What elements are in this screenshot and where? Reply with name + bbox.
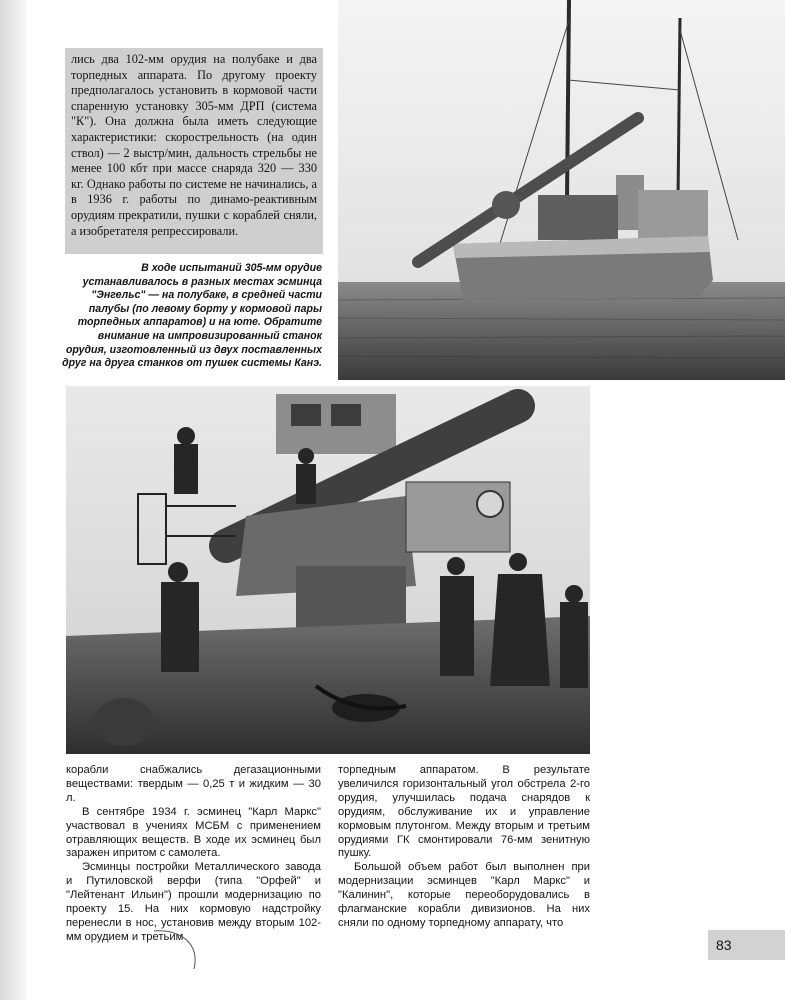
left-paragraph: В сентябре 1934 г. эсминец "Карл Маркс" участвовал в учениях МСБМ с применением отравляющих веществ. В ходе их эсминец был заражен ипритом с самолета. (66, 805, 321, 860)
photo-gun-on-deck (66, 386, 590, 754)
text-column-right (338, 764, 590, 931)
photo-caption: В ходе испытаний 305-мм орудие устанавливалось в разных местах эсминца "Энгельс" — на полубаке, в средней части палубы (по левому борту у кормовой пары торпедных аппаратов) и на юте. Обратите внимание на импровизированный станок орудия, изготовленный из двух поставленных друг на друга станков от пушек системы Канэ. (62, 262, 322, 370)
right-paragraph: Большой объем работ был выполнен при модернизации эсминцев "Карл Маркс" и "Калинин", которые переоборудовались в флагманские корабли дивизионов. На них сняли по одному торпедному аппарату, что (338, 861, 590, 929)
page-spine-shadow (0, 0, 26, 1000)
left-paragraph: Эсминцы постройки Металлического завода и Путиловской верфи (типа "Орфей" и "Лейтенант Ильин") прошли модернизацию по проекту 15. На них кормовую надстройку перенесли в нос, установив между вторым 102-мм орудием и третьим (66, 861, 321, 943)
photo-destroyer-at-sea (338, 0, 785, 380)
destroyer-at-sea-image (338, 0, 785, 380)
sidebar-text: лись два 102-мм орудия на полубаке и два торпедных аппарата. По другому проекту предполагалось установить в кормовой части спаренную установку 305-мм ДРП (система "К"). Она должна была иметь следующие характеристики: скорострельность (на один ствол) — 2 выстр/мин, дальность стрельбы не менее 100 кбт при массе снаряда 320 — 330 кг. Однако работы по системе не начинались, а в 1936 г. работы по динамо-реактивным орудиям прекратили, пушки с кораблей сняли, а изобретателя репрессировали. (71, 52, 317, 238)
page-number: 83 (708, 930, 785, 960)
sidebar-box (65, 48, 323, 254)
pencil-mark (150, 925, 210, 975)
text-column-left (66, 764, 321, 945)
left-paragraph: корабли снабжались дегазационными веществами: твердым — 0,25 т и жидким — 30 л. (66, 764, 321, 804)
right-paragraph: торпедным аппаратом. В результате увеличился горизонтальный угол обстрела 2-го орудия, улучшилась подача снарядов к орудиям, обслуживание их и управление кормовым плутонгом. Между вторым и третьим орудиями ГК смонтировали 76-мм зенитную пушку. (338, 764, 590, 860)
gun-on-deck-image (66, 386, 590, 754)
